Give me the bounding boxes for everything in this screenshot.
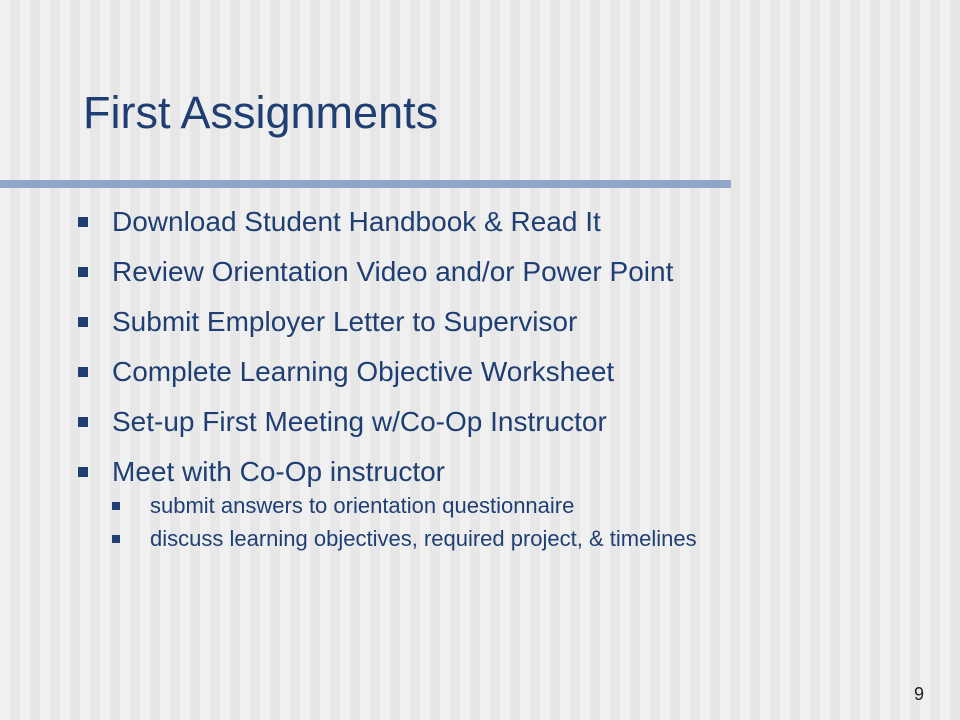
bullet-text: Set-up First Meeting w/Co-Op Instructor: [112, 406, 607, 437]
square-bullet-icon: [78, 367, 88, 377]
bullet-text: Review Orientation Video and/or Power Point: [112, 256, 674, 287]
square-bullet-icon: [112, 535, 120, 543]
bullet-text: Submit Employer Letter to Supervisor: [112, 306, 578, 337]
square-bullet-icon: [78, 217, 88, 227]
square-bullet-icon: [78, 417, 88, 427]
bullet-item: [76, 205, 896, 239]
square-bullet-icon: [78, 317, 88, 327]
sub-bullet-item: [112, 526, 896, 551]
bullet-item: [76, 455, 896, 551]
sub-bullet-text: submit answers to orientation questionnaire: [150, 493, 575, 518]
bullet-item: [76, 305, 896, 339]
bullet-list: [76, 205, 896, 567]
bullet-text: Complete Learning Objective Worksheet: [112, 356, 615, 387]
slide-title: First Assignments: [83, 87, 439, 138]
bullet-item: [76, 405, 896, 439]
sub-bullet-text: discuss learning objectives, required project, & timelines: [150, 526, 697, 551]
bullet-item: [76, 355, 896, 389]
square-bullet-icon: [112, 502, 120, 510]
sub-bullet-list: [112, 493, 896, 551]
sub-bullet-item: [112, 493, 896, 518]
bullet-text: Download Student Handbook & Read It: [112, 206, 601, 237]
page-number: 9: [914, 684, 925, 704]
bullet-item: [76, 255, 896, 289]
square-bullet-icon: [78, 267, 88, 277]
bullet-text: Meet with Co-Op instructor: [112, 456, 445, 487]
square-bullet-icon: [78, 467, 88, 477]
title-underline-rule: [0, 180, 731, 188]
